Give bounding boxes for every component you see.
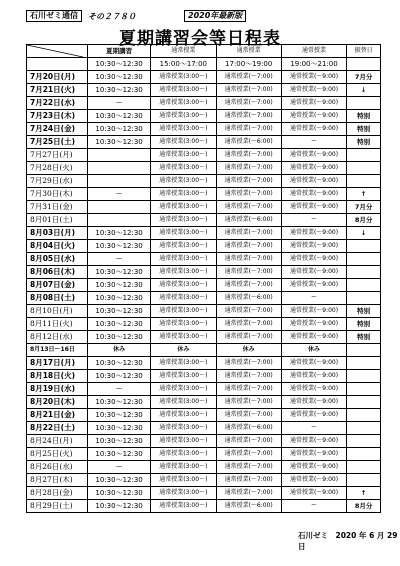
date-cell: 8月26日(水) bbox=[27, 461, 88, 474]
regular-class-cell: 通常授業(〜9:00) bbox=[281, 84, 346, 97]
table-row bbox=[27, 435, 381, 448]
table-row bbox=[27, 409, 381, 422]
regular-class-cell: 通常授業(〜9:00) bbox=[281, 123, 346, 136]
makeup-cell bbox=[347, 279, 381, 292]
summer-course-cell: 10:30〜12:30 bbox=[87, 266, 150, 279]
makeup-cell bbox=[347, 266, 381, 279]
col-header: 通常授業 bbox=[216, 45, 281, 58]
regular-class-cell: 通常授業(〜6:00) bbox=[216, 500, 281, 513]
regular-class-cell: 通常授業(〜9:00) bbox=[281, 435, 346, 448]
regular-class-cell: 通常授業(3:00〜) bbox=[151, 162, 216, 175]
regular-class-cell: 通常授業(〜9:00) bbox=[281, 448, 346, 461]
table-row bbox=[27, 84, 381, 97]
regular-class-cell: 通常授業(3:00〜) bbox=[151, 110, 216, 123]
header bbox=[0, 9, 400, 25]
summer-course-cell: 10:30〜12:30 bbox=[87, 487, 150, 500]
regular-class-cell: 通常授業(〜7:00) bbox=[216, 448, 281, 461]
summer-course-cell: 10:30〜12:30 bbox=[87, 435, 150, 448]
summer-course-cell: 10:30〜12:30 bbox=[87, 422, 150, 435]
col-header: 夏期講習 bbox=[87, 45, 150, 58]
date-cell: 8月21日(金) bbox=[27, 409, 88, 422]
table-row bbox=[27, 331, 381, 344]
regular-class-cell: 通常授業(3:00〜) bbox=[151, 474, 216, 487]
regular-class-cell: 通常授業(〜9:00) bbox=[281, 149, 346, 162]
summer-course-cell: 10:30〜12:30 bbox=[87, 500, 150, 513]
table-row bbox=[27, 71, 381, 84]
regular-class-cell: 通常授業(〜7:00) bbox=[216, 253, 281, 266]
summer-course-cell: ー bbox=[87, 383, 150, 396]
regular-class-cell: 通常授業(〜7:00) bbox=[216, 370, 281, 383]
makeup-cell bbox=[347, 396, 381, 409]
date-cell: 8月04日(火) bbox=[27, 240, 88, 253]
summer-course-cell: 10:30〜12:30 bbox=[87, 71, 150, 84]
col-header: 通常授業 bbox=[151, 45, 216, 58]
regular-class-cell: 通常授業(3:00〜) bbox=[151, 292, 216, 305]
table-row bbox=[27, 370, 381, 383]
makeup-cell bbox=[347, 448, 381, 461]
date-cell: 8月07日(金) bbox=[27, 279, 88, 292]
date-cell: 7月23日(木) bbox=[27, 110, 88, 123]
table-row bbox=[27, 422, 381, 435]
time-cell: 19:00〜21:00 bbox=[281, 58, 346, 71]
table-row bbox=[27, 162, 381, 175]
regular-class-cell: 通常授業(3:00〜) bbox=[151, 409, 216, 422]
makeup-cell bbox=[347, 292, 381, 305]
regular-class-cell: 通常授業(3:00〜) bbox=[151, 500, 216, 513]
summer-course-cell: 10:30〜12:30 bbox=[87, 318, 150, 331]
date-cell: 8月18日(火) bbox=[27, 370, 88, 383]
regular-class-cell: 通常授業(3:00〜) bbox=[151, 305, 216, 318]
date-cell: 8月05日(水) bbox=[27, 253, 88, 266]
table-row bbox=[27, 175, 381, 188]
regular-class-cell: 通常授業(3:00〜) bbox=[151, 422, 216, 435]
makeup-cell bbox=[347, 370, 381, 383]
header-row bbox=[27, 45, 381, 58]
table-row bbox=[27, 344, 381, 357]
table-row bbox=[27, 305, 381, 318]
regular-class-cell: 通常授業(3:00〜) bbox=[151, 97, 216, 110]
summer-course-cell: 10:30〜12:30 bbox=[87, 331, 150, 344]
table-row bbox=[27, 266, 381, 279]
date-cell: 7月20日(月) bbox=[27, 71, 88, 84]
regular-class-cell: 通常授業(〜9:00) bbox=[281, 370, 346, 383]
regular-class-cell: 通常授業(〜9:00) bbox=[281, 240, 346, 253]
regular-class-cell: 通常授業(〜7:00) bbox=[216, 201, 281, 214]
regular-class-cell: 通常授業(〜9:00) bbox=[281, 357, 346, 370]
table-row bbox=[27, 318, 381, 331]
makeup-cell: 7月分 bbox=[347, 201, 381, 214]
summer-course-cell: 10:30〜12:30 bbox=[87, 409, 150, 422]
makeup-cell: 特別 bbox=[347, 318, 381, 331]
regular-class-cell: 通常授業(3:00〜) bbox=[151, 396, 216, 409]
table-row bbox=[27, 474, 381, 487]
date-cell: 8月12日(水) bbox=[27, 331, 88, 344]
regular-class-cell: ー bbox=[281, 422, 346, 435]
regular-class-cell: 通常授業(3:00〜) bbox=[151, 435, 216, 448]
regular-class-cell: 通常授業(〜9:00) bbox=[281, 201, 346, 214]
table-row bbox=[27, 487, 381, 500]
table-row bbox=[27, 448, 381, 461]
regular-class-cell: 通常授業(〜7:00) bbox=[216, 188, 281, 201]
makeup-cell bbox=[347, 162, 381, 175]
summer-course-cell: 10:30〜12:30 bbox=[87, 292, 150, 305]
date-cell: 8月08日(土) bbox=[27, 292, 88, 305]
regular-class-cell: 通常授業(〜7:00) bbox=[216, 435, 281, 448]
regular-class-cell: 通常授業(〜9:00) bbox=[281, 188, 346, 201]
regular-class-cell: 通常授業(3:00〜) bbox=[151, 448, 216, 461]
makeup-cell: 特別 bbox=[347, 331, 381, 344]
date-cell: 7月30日(木) bbox=[27, 188, 88, 201]
date-cell: 7月29日(水) bbox=[27, 175, 88, 188]
regular-class-cell: 通常授業(〜6:00) bbox=[216, 214, 281, 227]
regular-class-cell: 休み bbox=[216, 344, 281, 357]
table-row bbox=[27, 240, 381, 253]
school-name: 石川ゼミ通信 bbox=[26, 10, 82, 22]
summer-course-cell: 10:30〜12:30 bbox=[87, 84, 150, 97]
makeup-cell bbox=[347, 422, 381, 435]
time-cell bbox=[27, 58, 88, 71]
makeup-cell: 8月分 bbox=[347, 500, 381, 513]
regular-class-cell: 通常授業(〜9:00) bbox=[281, 162, 346, 175]
regular-class-cell: ー bbox=[281, 292, 346, 305]
makeup-cell: 特別 bbox=[347, 136, 381, 149]
regular-class-cell: 通常授業(〜9:00) bbox=[281, 383, 346, 396]
regular-class-cell: 通常授業(3:00〜) bbox=[151, 227, 216, 240]
regular-class-cell: 通常授業(〜9:00) bbox=[281, 71, 346, 84]
regular-class-cell: 通常授業(〜9:00) bbox=[281, 331, 346, 344]
regular-class-cell: 通常授業(〜9:00) bbox=[281, 175, 346, 188]
regular-class-cell: 休み bbox=[281, 344, 346, 357]
regular-class-cell: 通常授業(3:00〜) bbox=[151, 149, 216, 162]
table-row bbox=[27, 188, 381, 201]
makeup-cell bbox=[347, 175, 381, 188]
table-row bbox=[27, 383, 381, 396]
makeup-cell bbox=[347, 409, 381, 422]
regular-class-cell: 通常授業(〜7:00) bbox=[216, 487, 281, 500]
date-cell: 8月17日(月) bbox=[27, 357, 88, 370]
regular-class-cell: 通常授業(〜6:00) bbox=[216, 292, 281, 305]
regular-class-cell: 通常授業(〜7:00) bbox=[216, 461, 281, 474]
time-cell: 10:30〜12:30 bbox=[87, 58, 150, 71]
date-cell: 8月28日(金) bbox=[27, 487, 88, 500]
summer-course-cell: 10:30〜12:30 bbox=[87, 357, 150, 370]
regular-class-cell: 通常授業(3:00〜) bbox=[151, 240, 216, 253]
date-cell: 8月25日(火) bbox=[27, 448, 88, 461]
date-cell: 8月10日(月) bbox=[27, 305, 88, 318]
summer-course-cell: 10:30〜12:30 bbox=[87, 123, 150, 136]
table-row bbox=[27, 279, 381, 292]
regular-class-cell: 通常授業(3:00〜) bbox=[151, 461, 216, 474]
date-cell: 8月29日(土) bbox=[27, 500, 88, 513]
makeup-cell bbox=[347, 240, 381, 253]
regular-class-cell: 通常授業(〜7:00) bbox=[216, 110, 281, 123]
regular-class-cell: 通常授業(〜9:00) bbox=[281, 279, 346, 292]
regular-class-cell: 通常授業(〜7:00) bbox=[216, 474, 281, 487]
summer-course-cell: ー bbox=[87, 188, 150, 201]
summer-course-cell bbox=[87, 162, 150, 175]
date-cell: 8月06日(木) bbox=[27, 266, 88, 279]
col-header: 振替日 bbox=[347, 45, 381, 58]
summer-course-cell: 10:30〜12:30 bbox=[87, 370, 150, 383]
regular-class-cell: 通常授業(〜7:00) bbox=[216, 409, 281, 422]
regular-class-cell: 通常授業(〜9:00) bbox=[281, 97, 346, 110]
makeup-cell bbox=[347, 474, 381, 487]
summer-course-cell: 10:30〜12:30 bbox=[87, 448, 150, 461]
summer-course-cell: 10:30〜12:30 bbox=[87, 305, 150, 318]
date-cell: 8月24日(月) bbox=[27, 435, 88, 448]
regular-class-cell: 通常授業(〜6:00) bbox=[216, 422, 281, 435]
summer-course-cell: 10:30〜12:30 bbox=[87, 227, 150, 240]
makeup-cell: 特別 bbox=[347, 110, 381, 123]
time-cell: 17:00〜19:00 bbox=[216, 58, 281, 71]
version-badge: 2020年最新版 bbox=[184, 10, 246, 22]
date-cell: 7月24日(金) bbox=[27, 123, 88, 136]
regular-class-cell: 通常授業(〜7:00) bbox=[216, 227, 281, 240]
summer-course-cell bbox=[87, 214, 150, 227]
regular-class-cell: 通常授業(3:00〜) bbox=[151, 266, 216, 279]
date-cell: 8月20日(木) bbox=[27, 396, 88, 409]
makeup-cell: ↑ bbox=[347, 188, 381, 201]
time-cell: 15:00〜17:00 bbox=[151, 58, 216, 71]
regular-class-cell: 通常授業(3:00〜) bbox=[151, 331, 216, 344]
regular-class-cell: 通常授業(〜9:00) bbox=[281, 461, 346, 474]
regular-class-cell: 通常授業(〜9:00) bbox=[281, 266, 346, 279]
col-header: 通常授業 bbox=[281, 45, 346, 58]
date-cell: 7月25日(土) bbox=[27, 136, 88, 149]
regular-class-cell: 通常授業(〜9:00) bbox=[281, 305, 346, 318]
regular-class-cell: 通常授業(〜7:00) bbox=[216, 175, 281, 188]
makeup-cell: 特別 bbox=[347, 305, 381, 318]
regular-class-cell: 通常授業(3:00〜) bbox=[151, 201, 216, 214]
regular-class-cell: 通常授業(〜9:00) bbox=[281, 487, 346, 500]
regular-class-cell: 通常授業(3:00〜) bbox=[151, 357, 216, 370]
date-cell: 8月22日(土) bbox=[27, 422, 88, 435]
regular-class-cell: 通常授業(〜7:00) bbox=[216, 97, 281, 110]
regular-class-cell: 通常授業(〜9:00) bbox=[281, 474, 346, 487]
table-row bbox=[27, 110, 381, 123]
regular-class-cell: 通常授業(3:00〜) bbox=[151, 370, 216, 383]
table-row bbox=[27, 461, 381, 474]
regular-class-cell: 通常授業(〜9:00) bbox=[281, 253, 346, 266]
makeup-cell bbox=[347, 383, 381, 396]
regular-class-cell: 通常授業(〜9:00) bbox=[281, 227, 346, 240]
summer-course-cell: 10:30〜12:30 bbox=[87, 279, 150, 292]
summer-course-cell: ー bbox=[87, 97, 150, 110]
regular-class-cell: 通常授業(3:00〜) bbox=[151, 487, 216, 500]
date-cell: 7月28日(火) bbox=[27, 162, 88, 175]
date-cell: 7月21日(火) bbox=[27, 84, 88, 97]
summer-course-cell bbox=[87, 175, 150, 188]
diagonal-line bbox=[27, 45, 83, 57]
table-row bbox=[27, 201, 381, 214]
regular-class-cell: 通常授業(〜7:00) bbox=[216, 240, 281, 253]
table-row bbox=[27, 227, 381, 240]
regular-class-cell: 通常授業(〜9:00) bbox=[281, 409, 346, 422]
regular-class-cell: 通常授業(3:00〜) bbox=[151, 123, 216, 136]
summer-course-cell: 休み bbox=[87, 344, 150, 357]
regular-class-cell: 通常授業(〜7:00) bbox=[216, 396, 281, 409]
regular-class-cell: 通常授業(3:00〜) bbox=[151, 279, 216, 292]
regular-class-cell: ー bbox=[281, 214, 346, 227]
date-cell: 7月27日(月) bbox=[27, 149, 88, 162]
regular-class-cell: 通常授業(〜9:00) bbox=[281, 318, 346, 331]
schedule-table bbox=[26, 44, 381, 513]
makeup-cell bbox=[347, 253, 381, 266]
regular-class-cell: 通常授業(3:00〜) bbox=[151, 84, 216, 97]
regular-class-cell: 通常授業(〜7:00) bbox=[216, 149, 281, 162]
makeup-cell bbox=[347, 461, 381, 474]
date-cell: 8月03日(月) bbox=[27, 227, 88, 240]
makeup-cell bbox=[347, 149, 381, 162]
regular-class-cell: 休み bbox=[151, 344, 216, 357]
makeup-cell: 8月分 bbox=[347, 214, 381, 227]
regular-class-cell: 通常授業(〜7:00) bbox=[216, 383, 281, 396]
summer-course-cell: 10:30〜12:30 bbox=[87, 396, 150, 409]
regular-class-cell: 通常授業(〜7:00) bbox=[216, 71, 281, 84]
table-row bbox=[27, 97, 381, 110]
time-cell bbox=[347, 58, 381, 71]
makeup-cell: 7月分 bbox=[347, 71, 381, 84]
table-row bbox=[27, 500, 381, 513]
footer-date: 石川ゼミ 2020 年 6 月 29 日 bbox=[298, 531, 398, 551]
makeup-cell: ↑ bbox=[347, 487, 381, 500]
regular-class-cell: 通常授業(〜7:00) bbox=[216, 279, 281, 292]
regular-class-cell: 通常授業(3:00〜) bbox=[151, 188, 216, 201]
regular-class-cell: 通常授業(〜7:00) bbox=[216, 318, 281, 331]
summer-course-cell bbox=[87, 149, 150, 162]
table-row bbox=[27, 253, 381, 266]
table-row bbox=[27, 149, 381, 162]
date-cell: 8月01日(土) bbox=[27, 214, 88, 227]
regular-class-cell: 通常授業(〜7:00) bbox=[216, 305, 281, 318]
regular-class-cell: 通常授業(〜7:00) bbox=[216, 123, 281, 136]
makeup-cell bbox=[347, 435, 381, 448]
date-cell: 8月13日〜16日 bbox=[27, 344, 88, 357]
makeup-cell: ↓ bbox=[347, 84, 381, 97]
regular-class-cell: 通常授業(3:00〜) bbox=[151, 253, 216, 266]
regular-class-cell: 通常授業(〜9:00) bbox=[281, 110, 346, 123]
summer-course-cell: 10:30〜12:30 bbox=[87, 110, 150, 123]
makeup-cell bbox=[347, 357, 381, 370]
table-row bbox=[27, 357, 381, 370]
date-cell: 8月19日(水) bbox=[27, 383, 88, 396]
regular-class-cell: 通常授業(〜7:00) bbox=[216, 162, 281, 175]
regular-class-cell: ー bbox=[281, 500, 346, 513]
summer-course-cell bbox=[87, 201, 150, 214]
regular-class-cell: 通常授業(〜7:00) bbox=[216, 266, 281, 279]
date-cell: 7月22日(水) bbox=[27, 97, 88, 110]
date-cell: 7月31日(金) bbox=[27, 201, 88, 214]
regular-class-cell: 通常授業(〜7:00) bbox=[216, 357, 281, 370]
regular-class-cell: 通常授業(3:00〜) bbox=[151, 175, 216, 188]
table-row bbox=[27, 292, 381, 305]
makeup-cell: 特別 bbox=[347, 123, 381, 136]
regular-class-cell: 通常授業(3:00〜) bbox=[151, 383, 216, 396]
page-title: 夏期講習会等日程表 bbox=[119, 29, 281, 49]
summer-course-cell: 10:30〜12:30 bbox=[87, 474, 150, 487]
issue-number: その２７８０ bbox=[88, 12, 136, 21]
summer-course-cell: ー bbox=[87, 253, 150, 266]
table-row bbox=[27, 214, 381, 227]
table-row bbox=[27, 123, 381, 136]
regular-class-cell: 通常授業(3:00〜) bbox=[151, 214, 216, 227]
regular-class-cell: 通常授業(〜9:00) bbox=[281, 396, 346, 409]
summer-course-cell: 10:30〜12:30 bbox=[87, 240, 150, 253]
regular-class-cell: 通常授業(〜6:00) bbox=[216, 136, 281, 149]
regular-class-cell: 通常授業(3:00〜) bbox=[151, 318, 216, 331]
date-cell: 8月11日(火) bbox=[27, 318, 88, 331]
table-row bbox=[27, 396, 381, 409]
regular-class-cell: 通常授業(3:00〜) bbox=[151, 136, 216, 149]
summer-course-cell: 10:30〜12:30 bbox=[87, 136, 150, 149]
regular-class-cell: 通常授業(〜7:00) bbox=[216, 331, 281, 344]
makeup-cell bbox=[347, 97, 381, 110]
regular-class-cell: 通常授業(〜7:00) bbox=[216, 84, 281, 97]
summer-course-cell: ー bbox=[87, 461, 150, 474]
regular-class-cell: ー bbox=[281, 136, 346, 149]
date-cell: 8月27日(木) bbox=[27, 474, 88, 487]
corner-cell bbox=[27, 45, 88, 58]
makeup-cell: ↓ bbox=[347, 227, 381, 240]
time-row bbox=[27, 58, 381, 71]
makeup-cell bbox=[347, 344, 381, 357]
table-row bbox=[27, 136, 381, 149]
regular-class-cell: 通常授業(3:00〜) bbox=[151, 71, 216, 84]
